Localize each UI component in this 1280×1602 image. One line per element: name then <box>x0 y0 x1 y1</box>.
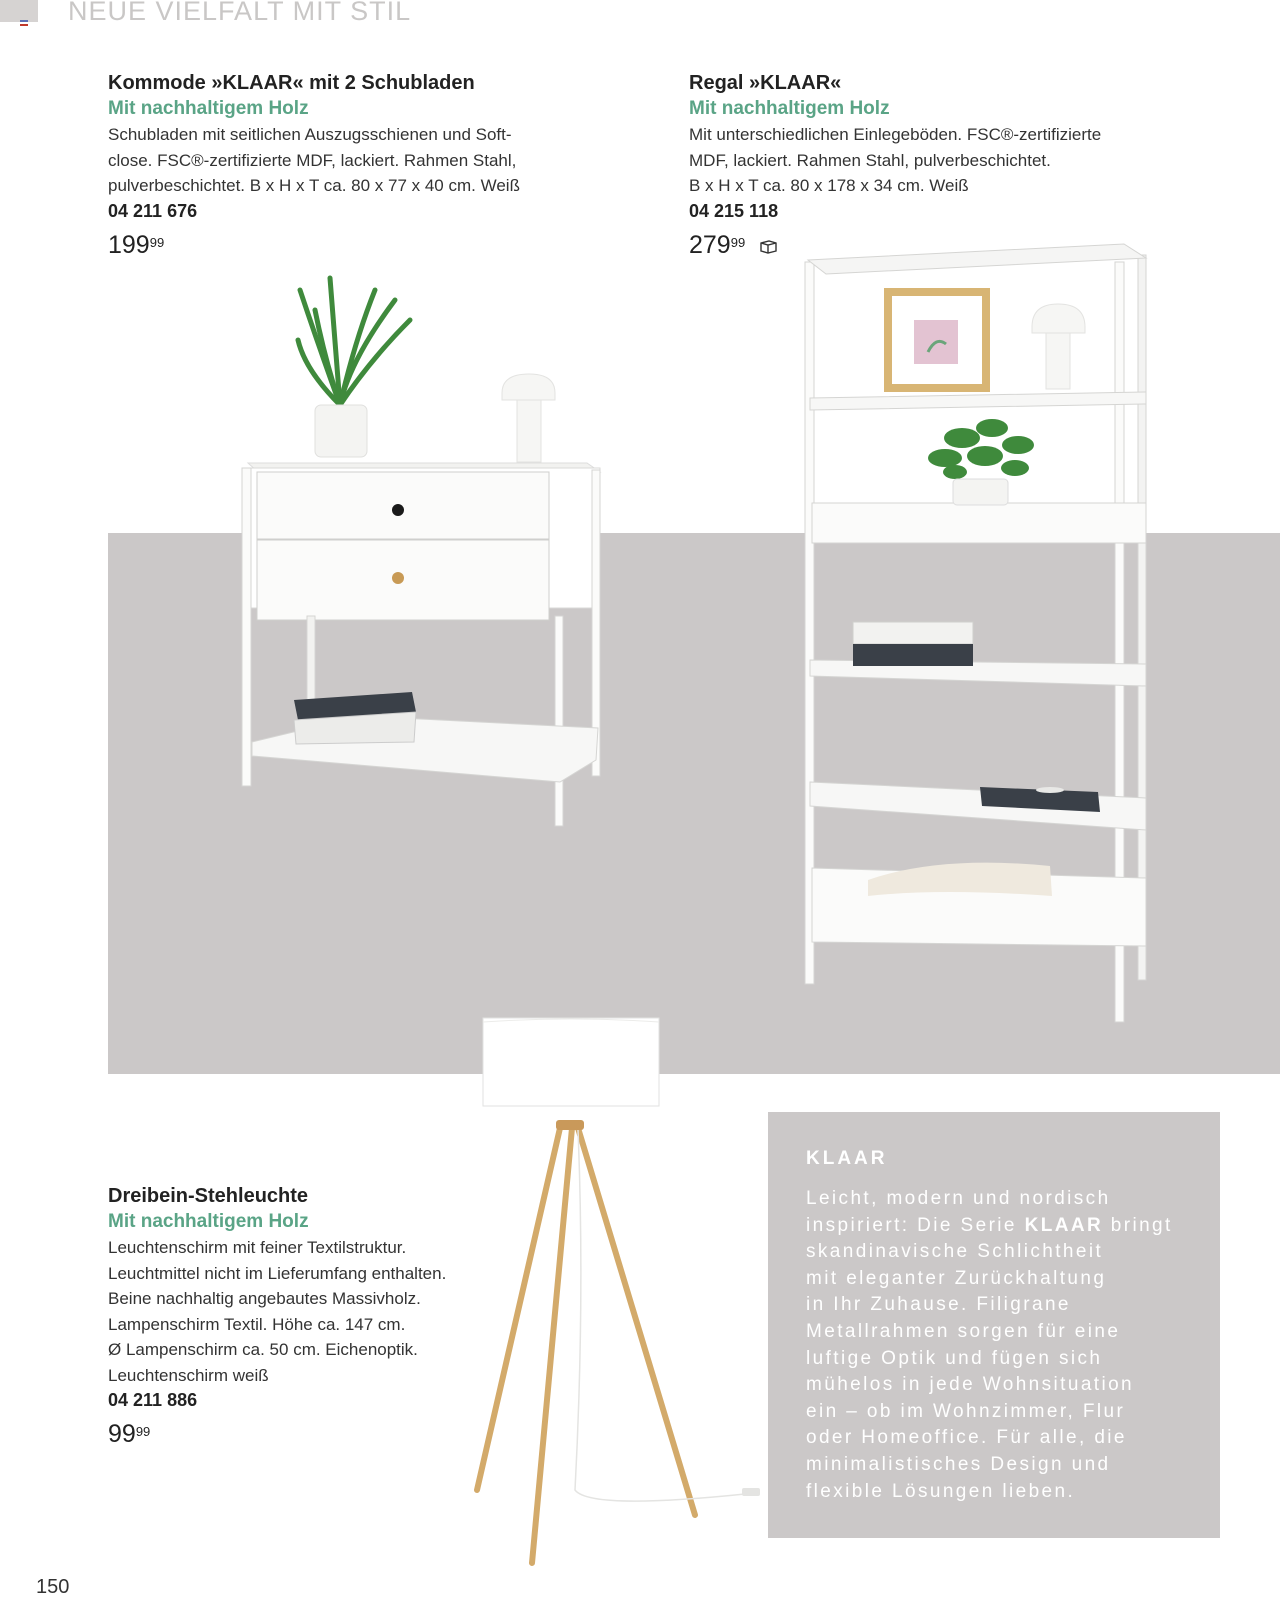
info-line <box>806 1213 1206 1240</box>
info-line: oder Homeoffice. Für alle, die <box>806 1427 1127 1449</box>
price-main: 99 <box>108 1420 136 1448</box>
info-line: Metallrahmen sorgen für eine <box>806 1320 1121 1342</box>
info-line: skandinavische Schlichtheit <box>806 1241 1104 1263</box>
product-subtitle: Mit nachhaltigem Holz <box>689 98 890 119</box>
description-line: B x H x T ca. 80 x 178 x 34 cm. Weiß <box>689 176 969 195</box>
info-box-heading: KLAAR <box>806 1148 888 1169</box>
info-line: flexible Lösungen lieben. <box>806 1480 1076 1502</box>
info-line-brand: KLAAR <box>1024 1214 1104 1236</box>
price-cents: 99 <box>730 234 746 250</box>
article-number: 04 215 118 <box>689 200 779 221</box>
price-main: 199 <box>108 230 150 259</box>
description-line: Leuchtmittel nicht im Lieferumfang enthalten. <box>108 1263 447 1283</box>
product-subtitle: Mit nachhaltigem Holz <box>108 1211 309 1232</box>
page-number: 150 <box>36 1576 70 1598</box>
description-line: close. FSC®-zertifizierte MDF, lackiert. Rahmen Stahl, <box>108 150 517 170</box>
article-number: 04 211 676 <box>108 200 198 221</box>
floor-lamp-illustration <box>477 1018 760 1563</box>
price-cents: 99 <box>135 1424 151 1439</box>
description-line: Ø Lampenschirm ca. 50 cm. Eichenoptik. <box>108 1340 418 1359</box>
description-line: MDF, lackiert. Rahmen Stahl, pulverbeschichtet. <box>689 150 1051 170</box>
description-line: Leuchtenschirm mit feiner Textilstruktur. <box>108 1238 407 1257</box>
info-line: minimalistisches Design und <box>806 1453 1111 1475</box>
article-number: 04 211 886 <box>108 1390 198 1410</box>
description-line: Mit unterschiedlichen Einlegeböden. FSC®-zertifizierte <box>689 125 1102 144</box>
description-line: Schubladen mit seitlichen Auszugsschienen und Soft- <box>108 125 512 144</box>
info-line: mühelos in jede Wohnsituation <box>806 1374 1135 1396</box>
info-line: ein – ob im Wohnzimmer, Flur <box>806 1400 1126 1422</box>
price-main: 279 <box>689 230 731 259</box>
product-name: Regal »KLAAR« <box>689 72 842 94</box>
description-line: Leuchtenschirm weiß <box>108 1365 269 1385</box>
info-line: in Ihr Zuhause. Filigrane <box>806 1294 1071 1316</box>
product-subtitle: Mit nachhaltigem Holz <box>108 98 309 119</box>
info-line-part: inspiriert: Die Serie <box>806 1214 1025 1236</box>
info-line: luftige Optik und fügen sich <box>806 1347 1103 1369</box>
info-line: mit eleganter Zurückhaltung <box>806 1267 1107 1289</box>
description-line: Lampenschirm Textil. Höhe ca. 147 cm. <box>108 1314 406 1334</box>
product-name: Kommode »KLAAR« mit 2 Schubladen <box>108 72 475 94</box>
info-line-part: bringt <box>1103 1214 1173 1236</box>
description-line: Beine nachhaltig angebautes Massivholz. <box>108 1289 421 1308</box>
info-line: Leicht, modern und nordisch <box>806 1188 1111 1209</box>
info-box <box>768 1112 1220 1538</box>
description-line: pulverbeschichtet. B x H x T ca. 80 x 77 x 40 cm. Weiß <box>108 176 520 195</box>
price-cents: 99 <box>149 234 165 250</box>
product-name: Dreibein-Stehleuchte <box>108 1185 309 1207</box>
info-box-text <box>806 1186 1206 1505</box>
section-title: NEUE VIELFALT MIT STIL <box>68 0 412 26</box>
